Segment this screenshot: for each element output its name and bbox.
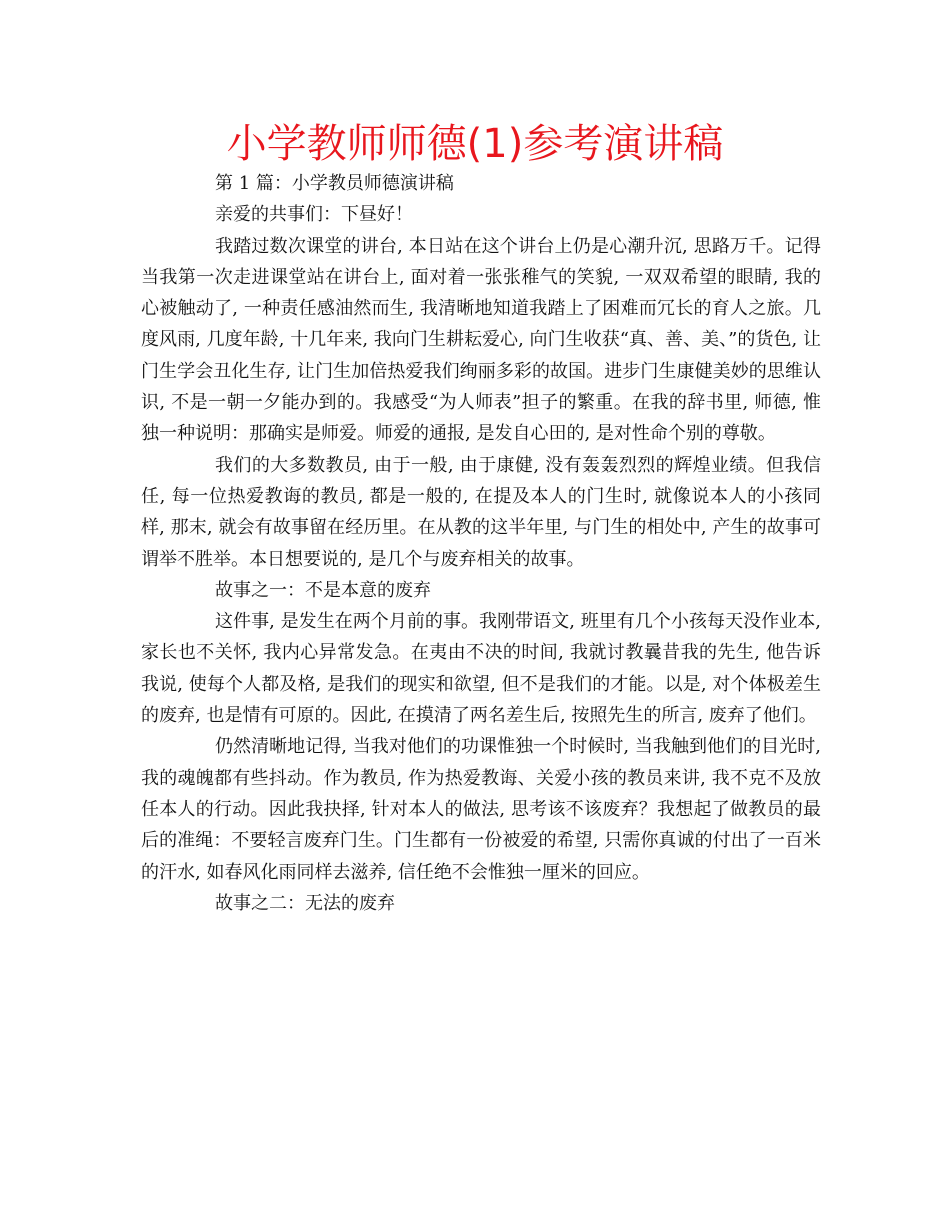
story-heading: 故事之一：不是本意的废弃	[215, 579, 431, 601]
document-body	[141, 168, 821, 919]
paragraph: 仍然清晰地记得, 当我对他们的功课惟独一个时候时, 当我触到他们的目光时, 我的魂魄都有些抖动。作为教员, 作为热爱教诲、关爱小孩的教员来讲, 我不克不及放任本人的行动。因此我抉择, 针对本人的做法, 思考该不该废弃？我想起了做教员的最后的准绳：不要轻言废弃门生。门生都有一份被爱的希望, 只需你真诚的付出了一百米的汗水, 如春风化雨同样去滋养, 信任绝不会惟独一厘米的回应。	[141, 736, 821, 883]
paragraph: 我踏过数次课堂的讲台, 本日站在这个讲台上仍是心潮升沉, 思路万千。记得当我第一次走进课堂站在讲台上, 面对着一张张稚气的笑貌, 一双双希望的眼睛, 我的心被触动了, 一种责任感油然而生, 我清晰地知道我踏上了困难而冗长的育人之旅。几度风雨, 几度年龄, 十几年来, 我向门生耕耘爱心, 向门生收获“真、善、美、”的货色, 让门生学会丑化生存, 让门生加倍热爱我们绚丽多彩的故国。进步门生康健美妙的思维认识, 不是一朝一夕能办到的。我感受“为人师表”担子的繁重。在我的辞书里, 师德, 惟独一种说明：那确实是师爱。师爱的通报, 是发自心田的, 是对性命个别的尊敬。	[141, 235, 821, 445]
story-heading: 故事之二：无法的废弃	[215, 892, 395, 914]
paragraph: 这件事, 是发生在两个月前的事。我刚带语文, 班里有几个小孩每天没作业本, 家长也不关怀, 我内心异常发急。在夷由不决的时间, 我就讨教曩昔我的先生, 他告诉我说, 使每个人都及格, 是我们的现实和欲望, 但不是我们的才能。以是, 对个体极差生的废弃, 也是情有可原的。因此, 在摸清了两名差生后, 按照先生的所言, 废弃了他们。	[141, 611, 821, 727]
section-heading: 第 1 篇：小学教员师德演讲稿	[215, 173, 454, 194]
document-title: 小学教师师德(1)参考演讲稿	[226, 121, 724, 167]
paragraph: 我们的大多数教员, 由于一般, 由于康健, 没有轰轰烈烈的辉煌业绩。但我信任, 每一位热爱教诲的教员, 都是一般的, 在提及本人的门生时, 就像说本人的小孩同样, 那末, 就会有故事留在经历里。在从教的这半年里, 与门生的相处中, 产生的故事可谓举不胜举。本日想要说的, 是几个与废弃相关的故事。	[141, 454, 821, 570]
greeting: 亲爱的共事们：下昼好！	[215, 204, 413, 226]
